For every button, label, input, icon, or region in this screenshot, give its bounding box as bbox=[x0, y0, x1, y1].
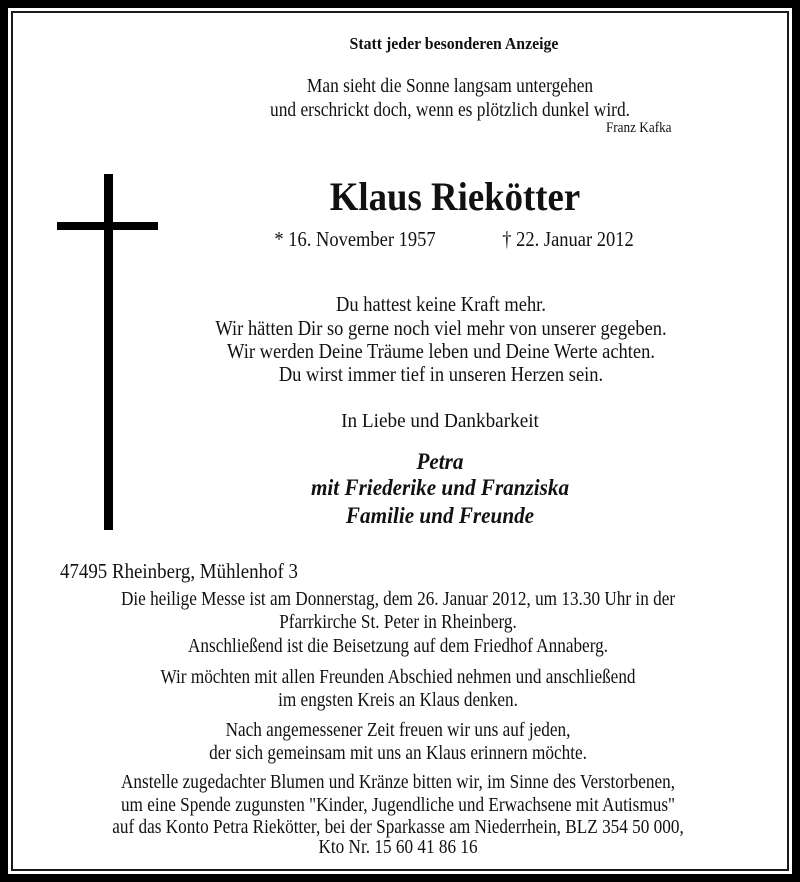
farewell-line-2 bbox=[259, 690, 538, 710]
deceased-name bbox=[319, 174, 591, 219]
donation-line-4 bbox=[306, 837, 491, 857]
donation-line-4-text: Kto Nr. 15 60 41 86 16 bbox=[318, 836, 478, 858]
mass-line-1-text: Die heilige Messe ist am Donnerstag, dem 26. Januar 2012, um 13.30 Uhr in der bbox=[120, 588, 676, 610]
quote-author-text: Franz Kafka bbox=[606, 120, 672, 136]
donation-line-2-text: um eine Spende zugunsten "Kinder, Jugendliche und Erwachsene mit Autismus" bbox=[120, 794, 676, 816]
mourner-line-2-text: mit Friederike und Franziska bbox=[310, 475, 570, 500]
quote-line-2 bbox=[243, 100, 657, 120]
closing-line-text: In Liebe und Dankbarkeit bbox=[341, 410, 539, 432]
later-line-2-text: der sich gemeinsam mit uns an Klaus erinnern möchte. bbox=[209, 742, 587, 764]
mourner-line-3-text: Familie und Freunde bbox=[345, 503, 535, 528]
donation-line-3-text: auf das Konto Petra Riekötter, bei der Sparkasse am Niederrhein, BLZ 354 50 000, bbox=[112, 816, 684, 838]
donation-line-1 bbox=[76, 772, 720, 792]
mass-line-1 bbox=[76, 589, 720, 609]
later-line-1 bbox=[198, 720, 599, 740]
poem-line-2-text: Wir hätten Dir so gerne noch viel mehr von unserer gegeben. bbox=[215, 316, 667, 340]
donation-line-1-text: Anstelle zugedachter Blumen und Kränze bitten wir, im Sinne des Verstorbenen, bbox=[120, 771, 676, 793]
death-date bbox=[493, 229, 642, 250]
farewell-line-1 bbox=[122, 667, 674, 687]
quote-line-1 bbox=[285, 76, 614, 96]
poem-line-4 bbox=[257, 364, 626, 385]
notice-header bbox=[342, 35, 567, 52]
mourner-line-2 bbox=[300, 476, 581, 499]
quote-line-2-text: und erschrickt doch, wenn es plötzlich dunkel wird. bbox=[270, 99, 630, 121]
birth-date bbox=[263, 229, 446, 250]
notice-header-text: Statt jeder besonderen Anzeige bbox=[349, 34, 559, 53]
poem-line-3 bbox=[198, 341, 684, 362]
later-line-2 bbox=[178, 743, 617, 763]
mass-line-3-text: Anschließend ist die Beisetzung auf dem Friedhof Annaberg. bbox=[187, 635, 609, 657]
deceased-name-text: Klaus Riekötter bbox=[329, 174, 581, 219]
later-line-1-text: Nach angemessener Zeit freuen wir uns auf jeden, bbox=[225, 719, 571, 741]
donation-line-2 bbox=[76, 795, 720, 815]
birth-date-text: * 16. November 1957 bbox=[274, 227, 436, 251]
death-date-text: † 22. Januar 2012 bbox=[502, 227, 634, 251]
mass-line-3 bbox=[154, 636, 642, 656]
closing-line bbox=[337, 411, 543, 431]
poem-line-2 bbox=[185, 318, 698, 339]
poem-line-3-text: Wir werden Deine Träume leben und Deine Werte achten. bbox=[227, 339, 655, 363]
mourner-line-1 bbox=[414, 450, 465, 473]
address bbox=[60, 561, 324, 582]
mourner-line-1-text: Petra bbox=[416, 449, 464, 474]
farewell-line-1-text: Wir möchten mit allen Freunden Abschied nehmen und anschließend bbox=[160, 666, 636, 688]
poem-line-1 bbox=[322, 294, 561, 315]
mourner-line-3 bbox=[338, 504, 542, 527]
address-text: 47495 Rheinberg, Mühlenhof 3 bbox=[60, 559, 298, 583]
mass-line-2-text: Pfarrkirche St. Peter in Rheinberg. bbox=[279, 611, 517, 633]
poem-line-4-text: Du wirst immer tief in unseren Herzen sein. bbox=[278, 362, 604, 386]
quote-author bbox=[597, 121, 672, 136]
poem-line-1-text: Du hattest keine Kraft mehr. bbox=[336, 292, 546, 316]
quote-line-1-text: Man sieht die Sonne langsam untergehen bbox=[306, 75, 594, 97]
mass-line-2 bbox=[260, 612, 536, 632]
cross-horizontal-bar bbox=[57, 222, 158, 230]
farewell-line-2-text: im engsten Kreis an Klaus denken. bbox=[278, 689, 518, 711]
donation-line-3 bbox=[66, 817, 731, 837]
